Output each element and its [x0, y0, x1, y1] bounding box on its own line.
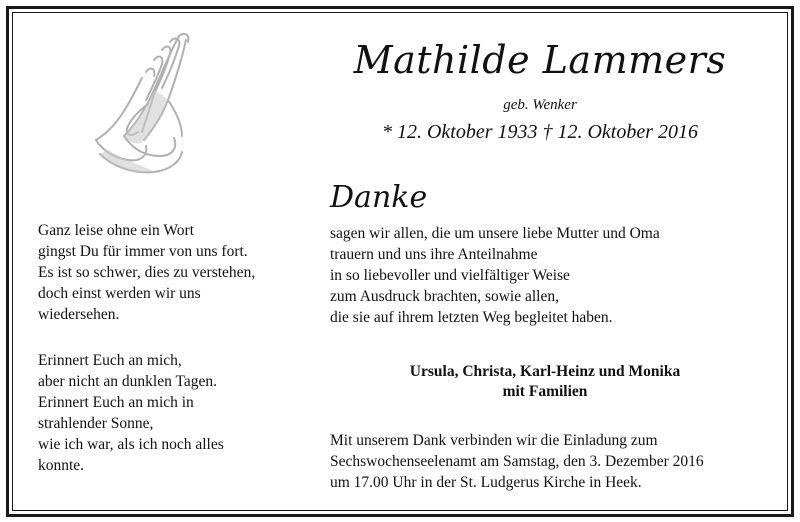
thanks-text: sagen wir allen, die um unsere liebe Mutter und Oma trauern und uns ihre Anteilnahme in so liebevoller und vielfältiger Weise zum Ausdruck brachten, sowie allen, die sie auf ihrem letzten Weg begleitet haben.	[330, 225, 660, 326]
signers: Ursula, Christa, Karl-Heinz und Monika mit Familien	[409, 363, 681, 400]
life-dates: * 12. Oktober 1933 † 12. Oktober 2016	[381, 121, 699, 143]
invitation-text: Mit unserem Dank verbinden wir die Einladung zum Sechswochenseelenamt am Samstag, den 3. Dezember 2016 um 17.00 Uhr in der St. Ludgerus Kirche in Heek.	[330, 432, 704, 491]
poem-stanza-1: Ganz leise ohne ein Wort gingst Du für immer von uns fort. Es ist so schwer, dies zu verstehen, doch einst werden wir uns wiedersehen.	[38, 222, 256, 323]
poem-stanza-2: Erinnert Euch an mich, aber nicht an dunklen Tagen. Erinnert Euch an mich in strahlender Sonne, wie ich war, als ich noch alles konnte.	[38, 352, 224, 474]
deceased-name: Mathilde Lammers	[353, 38, 727, 82]
praying-hands-icon	[84, 28, 224, 178]
birth-name: geb. Wenker	[503, 97, 577, 113]
thanks-heading: Danke	[330, 180, 428, 215]
